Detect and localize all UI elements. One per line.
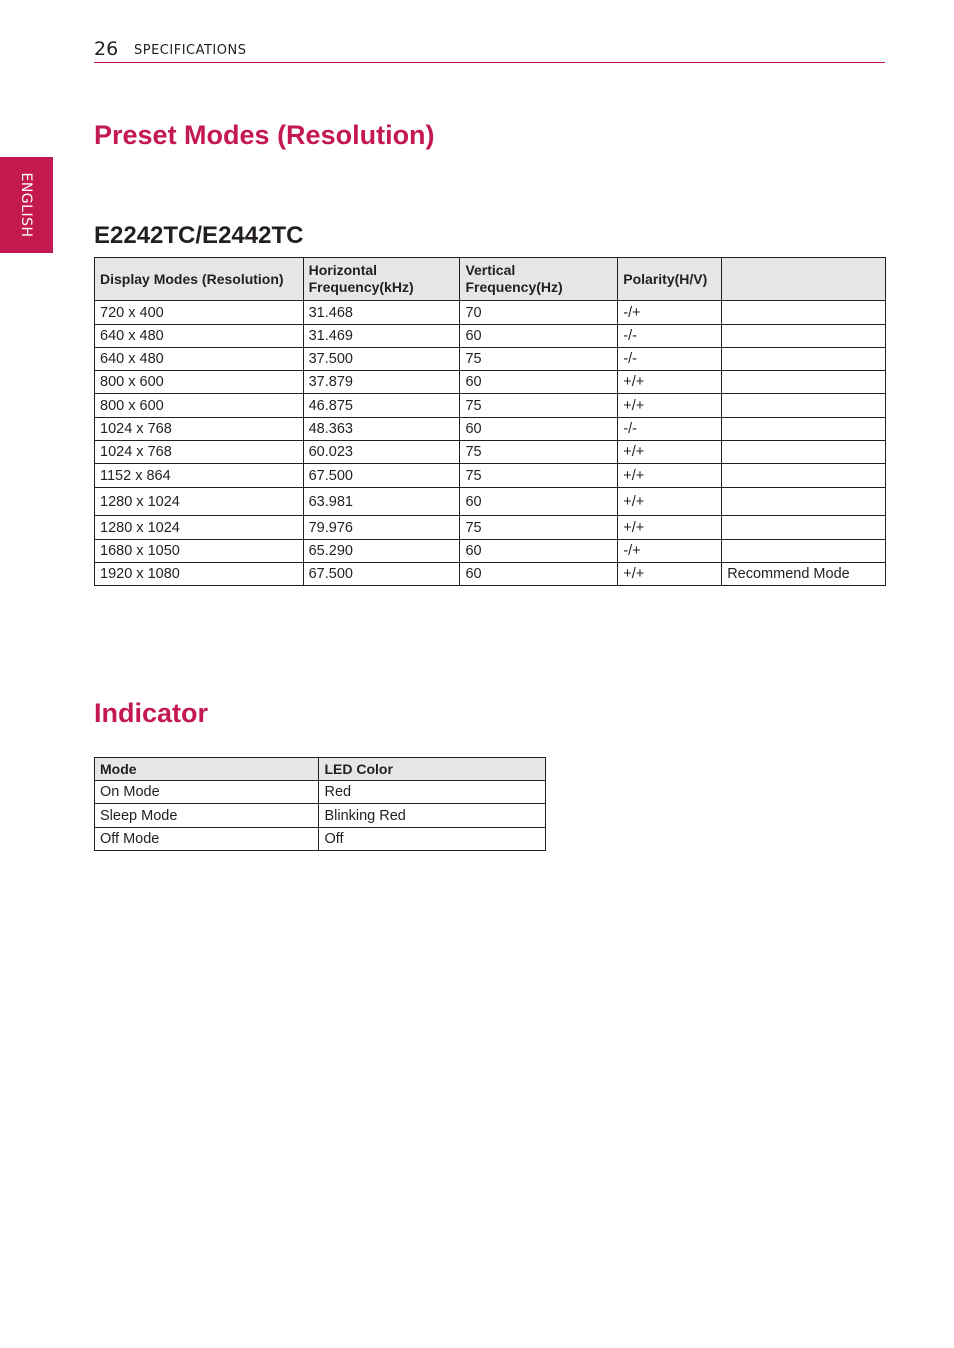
column-header: Mode bbox=[95, 758, 319, 781]
column-header: Display Modes (Resolution) bbox=[95, 258, 304, 301]
table-cell: -/+ bbox=[618, 540, 722, 563]
table-cell: 60 bbox=[460, 488, 618, 516]
table-row bbox=[95, 464, 886, 488]
table-cell: 79.976 bbox=[303, 516, 460, 540]
table-header-row bbox=[95, 258, 886, 301]
table-row bbox=[95, 488, 886, 516]
table-cell: 60.023 bbox=[303, 441, 460, 464]
table-cell: +/+ bbox=[618, 516, 722, 540]
table-row bbox=[95, 781, 546, 804]
table-header-row bbox=[95, 758, 546, 781]
page-number: 26 bbox=[94, 38, 119, 60]
table-cell: +/+ bbox=[618, 371, 722, 394]
table-cell: 67.500 bbox=[303, 563, 460, 586]
table-cell: 60 bbox=[460, 371, 618, 394]
table-cell: 1024 x 768 bbox=[95, 418, 304, 441]
table-cell bbox=[722, 348, 886, 371]
table-cell: 1024 x 768 bbox=[95, 441, 304, 464]
table-cell: 800 x 600 bbox=[95, 394, 304, 418]
indicator-table bbox=[94, 757, 546, 851]
table-cell: 46.875 bbox=[303, 394, 460, 418]
table-cell: +/+ bbox=[618, 441, 722, 464]
table-cell: 31.468 bbox=[303, 301, 460, 325]
table-row bbox=[95, 394, 886, 418]
table-cell: 37.879 bbox=[303, 371, 460, 394]
table-cell: Off bbox=[319, 828, 546, 851]
column-header: Polarity(H/V) bbox=[618, 258, 722, 301]
table-cell: +/+ bbox=[618, 464, 722, 488]
table-cell bbox=[722, 325, 886, 348]
table-cell bbox=[722, 441, 886, 464]
table-cell: -/- bbox=[618, 418, 722, 441]
table-cell: 60 bbox=[460, 540, 618, 563]
table-cell: 1280 x 1024 bbox=[95, 488, 304, 516]
table-cell bbox=[722, 540, 886, 563]
table-cell bbox=[722, 516, 886, 540]
table-cell: 75 bbox=[460, 441, 618, 464]
column-header bbox=[722, 258, 886, 301]
table-cell: 60 bbox=[460, 325, 618, 348]
table-cell: 1152 x 864 bbox=[95, 464, 304, 488]
table-row bbox=[95, 301, 886, 325]
table-cell: 31.469 bbox=[303, 325, 460, 348]
table-row bbox=[95, 828, 546, 851]
language-tab-label: ENGLISH bbox=[18, 172, 34, 238]
table-cell: 63.981 bbox=[303, 488, 460, 516]
table-cell: 1680 x 1050 bbox=[95, 540, 304, 563]
column-header: Vertical Frequency(Hz) bbox=[460, 258, 618, 301]
table-cell: +/+ bbox=[618, 563, 722, 586]
table-cell: Recommend Mode bbox=[722, 563, 886, 586]
table-cell: 720 x 400 bbox=[95, 301, 304, 325]
preset-modes-table bbox=[94, 257, 886, 586]
table-row bbox=[95, 418, 886, 441]
table-cell bbox=[722, 418, 886, 441]
table-row bbox=[95, 563, 886, 586]
table-cell: 75 bbox=[460, 394, 618, 418]
table-cell: 1920 x 1080 bbox=[95, 563, 304, 586]
table-row bbox=[95, 441, 886, 464]
table-cell: Sleep Mode bbox=[95, 804, 319, 828]
table-cell: 640 x 480 bbox=[95, 348, 304, 371]
table-cell bbox=[722, 464, 886, 488]
model-title: E2242TC/E2442TC bbox=[94, 222, 304, 249]
table-cell bbox=[722, 301, 886, 325]
table-cell: 70 bbox=[460, 301, 618, 325]
table-cell: 67.500 bbox=[303, 464, 460, 488]
table-cell: 60 bbox=[460, 418, 618, 441]
section-name: SPECIFICATIONS bbox=[134, 43, 247, 58]
table-cell: Blinking Red bbox=[319, 804, 546, 828]
table-row bbox=[95, 371, 886, 394]
table-row bbox=[95, 325, 886, 348]
table-cell: 1280 x 1024 bbox=[95, 516, 304, 540]
indicator-title: Indicator bbox=[94, 698, 209, 728]
table-cell: -/- bbox=[618, 348, 722, 371]
table-cell: +/+ bbox=[618, 488, 722, 516]
table-cell: 640 x 480 bbox=[95, 325, 304, 348]
table-cell: Off Mode bbox=[95, 828, 319, 851]
language-tab bbox=[0, 157, 53, 253]
table-cell: 75 bbox=[460, 464, 618, 488]
column-header: Horizontal Frequency(kHz) bbox=[303, 258, 460, 301]
table-row bbox=[95, 540, 886, 563]
table-cell: On Mode bbox=[95, 781, 319, 804]
table-cell: 65.290 bbox=[303, 540, 460, 563]
table-row bbox=[95, 804, 546, 828]
table-cell: +/+ bbox=[618, 394, 722, 418]
table-cell: -/+ bbox=[618, 301, 722, 325]
table-cell: -/- bbox=[618, 325, 722, 348]
table-cell: 75 bbox=[460, 516, 618, 540]
table-cell: 75 bbox=[460, 348, 618, 371]
column-header: LED Color bbox=[319, 758, 546, 781]
table-cell bbox=[722, 488, 886, 516]
table-row bbox=[95, 516, 886, 540]
table-row bbox=[95, 348, 886, 371]
table-cell: 37.500 bbox=[303, 348, 460, 371]
table-cell: Red bbox=[319, 781, 546, 804]
table-cell: 60 bbox=[460, 563, 618, 586]
table-cell bbox=[722, 371, 886, 394]
preset-modes-title: Preset Modes (Resolution) bbox=[94, 120, 435, 150]
table-cell: 48.363 bbox=[303, 418, 460, 441]
table-cell bbox=[722, 394, 886, 418]
table-cell: 800 x 600 bbox=[95, 371, 304, 394]
page-header bbox=[94, 36, 885, 63]
